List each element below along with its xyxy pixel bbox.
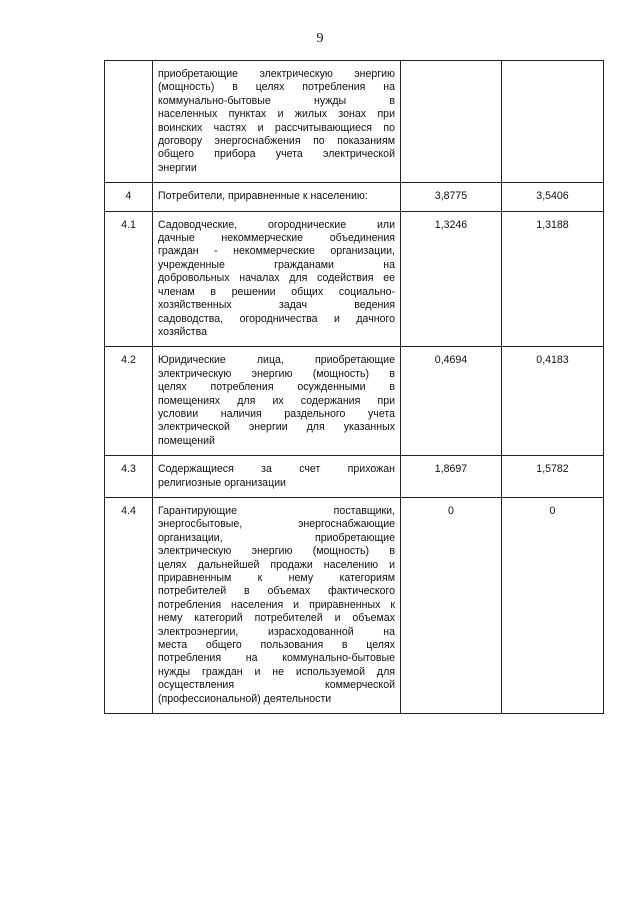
description-line: общего прибора учета электрической — [158, 148, 395, 161]
description-line: воинских частях и рассчитывающиеся по — [158, 121, 395, 134]
description-line: потребления на коммунально-бытовые — [158, 652, 395, 665]
description-line: нужды граждан и не используемой для — [158, 665, 395, 678]
description-line: осуществления коммерческой — [158, 679, 395, 692]
description-line: договору энергоснабжения по показаниям — [158, 135, 395, 148]
table-row — [105, 61, 604, 183]
value-col-1-cell: 1,8697 — [401, 456, 502, 498]
row-description-cell — [153, 61, 401, 183]
description-line: хозяйства — [158, 325, 208, 338]
description-line: электроэнергии, израсходованной на — [158, 625, 395, 638]
description-line: членам в решении общих социально- — [158, 285, 395, 298]
description-line: электрической энергии для указанных — [158, 421, 395, 434]
table-row — [105, 211, 604, 347]
value-col-1-cell: 0,4694 — [401, 347, 502, 456]
description-line: электрическую энергию (мощность) в — [158, 545, 395, 558]
description-line: учрежденные гражданами на — [158, 258, 395, 271]
row-description-cell — [153, 211, 401, 347]
description-line: населенных пунктах и жилых зонах при — [158, 108, 395, 121]
description-line: помещений — [158, 434, 215, 447]
row-description-cell — [153, 183, 401, 211]
row-description-cell — [153, 347, 401, 456]
value-col-1-cell: 3,8775 — [401, 183, 502, 211]
row-number-cell — [105, 61, 153, 183]
value-col-2-cell — [502, 61, 604, 183]
description-line: места общего пользования в целях — [158, 639, 395, 652]
description-line: потребителей в объемах фактического — [158, 585, 395, 598]
description-line: садоводства, огородничества и дачного — [158, 312, 395, 325]
value-col-1-cell — [401, 61, 502, 183]
table-row — [105, 347, 604, 456]
description-line: целях потребления осужденными в — [158, 381, 395, 394]
table-row — [105, 497, 604, 713]
table-row — [105, 456, 604, 498]
description-line: целях дальнейшей продажи населению и — [158, 558, 395, 571]
row-number-cell: 4.4 — [105, 497, 153, 713]
table-row — [105, 183, 604, 211]
row-description-cell — [153, 497, 401, 713]
table-body — [105, 61, 604, 714]
row-number-cell: 4 — [105, 183, 153, 211]
row-description-cell — [153, 456, 401, 498]
description-line: хозяйственных задач ведения — [158, 299, 395, 312]
description-line: электрическую энергию (мощность) в — [158, 367, 395, 380]
description-line: приобретающие электрическую энергию — [158, 68, 395, 80]
description-line: организации, приобретающие — [158, 531, 395, 544]
description-line: энергосбытовые, энергоснабжающие — [158, 518, 395, 531]
description-line: потребления населения и приравненных к — [158, 598, 395, 611]
description-line: Садоводческие, огороднические или — [158, 218, 395, 231]
description-line: Потребители, приравненные к населению: — [158, 190, 368, 203]
value-col-2-cell: 1,5782 — [502, 456, 604, 498]
tariff-table — [104, 60, 604, 714]
value-col-2-cell: 0 — [502, 497, 604, 713]
description-line: энергии — [158, 161, 197, 174]
description-line: коммунально-бытовые нужды в — [158, 94, 395, 107]
description-line: условии наличия раздельного учета — [158, 407, 395, 420]
row-number-cell: 4.2 — [105, 347, 153, 456]
value-col-2-cell: 3,5406 — [502, 183, 604, 211]
description-line: добровольных началах для содействия ее — [158, 272, 395, 285]
value-col-1-cell: 1,3246 — [401, 211, 502, 347]
description-line: (мощность) в целях потребления на — [158, 81, 395, 94]
value-col-1-cell: 0 — [401, 497, 502, 713]
description-line: (профессиональной) деятельности — [158, 692, 332, 705]
description-line: Юридические лица, приобретающие — [158, 354, 395, 367]
description-line: приравненным к нему категориям — [158, 572, 395, 584]
row-number-cell: 4.1 — [105, 211, 153, 347]
description-line: Гарантирующие поставщики, — [158, 504, 395, 517]
description-line: религиозные организации — [158, 476, 286, 489]
description-line: граждан - некоммерческие организации, — [158, 245, 395, 258]
description-line: Содержащиеся за счет прихожан — [158, 463, 395, 476]
page-number: 9 — [316, 31, 324, 46]
description-line: дачные некоммерческие объединения — [158, 232, 395, 245]
value-col-2-cell: 0,4183 — [502, 347, 604, 456]
description-line: помещениях для их содержания при — [158, 394, 395, 407]
description-line: нему категорий потребителей и объемах — [158, 612, 395, 625]
row-number-cell: 4.3 — [105, 456, 153, 498]
value-col-2-cell: 1,3188 — [502, 211, 604, 347]
